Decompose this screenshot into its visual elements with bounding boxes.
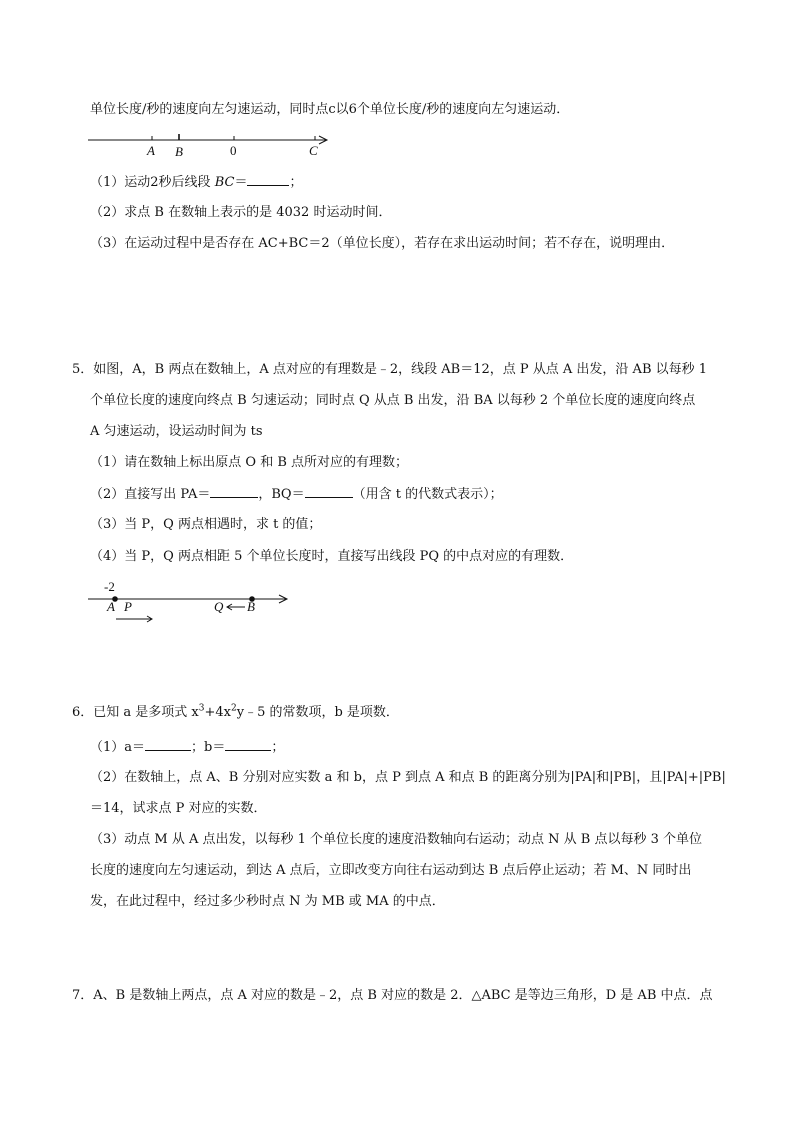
q4-sub1: （1）运动2秒后线段 BC＝ ； <box>90 175 303 190</box>
q5-line2: 个单位长度的速度向终点 B 匀速运动；同时点 Q 从点 B 出发，沿 BA 以每秒 2 个单位长度的速度向终点 <box>90 393 696 408</box>
q5-sub2: （2）直接写出 PA＝ ，BQ＝ （用含 t 的代数式表示）； <box>90 487 503 502</box>
q4-axis-label-b: B <box>175 144 183 159</box>
q4-axis-label-a: A <box>147 143 155 158</box>
q5-label-q: Q <box>214 599 224 614</box>
answer-blank <box>305 485 353 498</box>
q6-sub1: （1）a＝ ；b＝ ； <box>90 740 285 755</box>
q5-label-p: P <box>124 599 132 614</box>
q5-sub4: （4）当 P，Q 两点相距 5 个单位长度时，直接写出线段 PQ 的中点对应的有理数． <box>90 549 574 564</box>
q4-axis-label-c: C <box>309 143 318 158</box>
q5-line1: 5．如图，A，B 两点在数轴上，A 点对应的有理数是﹣2，线段 AB＝12，点 P 从点 A 出发，沿 AB 以每秒 1 <box>72 362 708 377</box>
q5-value-label: -2 <box>104 579 115 594</box>
q4-sub2: （2）求点 B 在数轴上表示的是 4032 时运动时间． <box>90 205 392 220</box>
answer-blank <box>247 173 289 186</box>
answer-blank <box>145 738 191 751</box>
q4-sub3: （3）在运动过程中是否存在 AC+BC＝2（单位长度），若存在求出运动时间；若不存在，说明理由． <box>90 236 675 251</box>
q6-sub2-line1: （2）在数轴上，点 A、B 分别对应实数 a 和 b，点 P 到点 A 和点 B 的距离分别为|PA|和|PB|，且|PA|+|PB| <box>90 770 726 785</box>
q5-sub1: （1）请在数轴上标出原点 O 和 B 点所对应的有理数； <box>90 455 409 470</box>
q5-label-a: A <box>107 599 115 614</box>
q7-line1: 7．A、B 是数轴上两点，点 A 对应的数是﹣2，点 B 对应的数是 2．△ABC 是等边三角形，D 是 AB 中点．点 <box>72 988 713 1003</box>
q6-sub3-line1: （3）动点 M 从 A 点出发，以每秒 1 个单位长度的速度沿数轴向右运动；动点 N 从 B 点以每秒 3 个单位 <box>90 832 703 847</box>
q4-intro: 单位长度/秒的速度向左匀速运动，同时点c以6个单位长度/秒的速度向左匀速运动． <box>90 102 570 117</box>
q6-sub2-line2: ＝14，试求点 P 对应的实数． <box>90 801 267 816</box>
q5-label-b: B <box>247 599 255 614</box>
q6-line1: 6．已知 a 是多项式 $x^3+4x^2y﹣5$ 的常数项，b 是项数． <box>72 703 399 720</box>
q4-number-line <box>86 130 336 160</box>
q5-number-line <box>86 578 296 628</box>
q5-sub3: （3）当 P，Q 两点相遇时，求 t 的值； <box>90 517 322 532</box>
q5-line3: A 匀速运动，设运动时间为 ts <box>90 424 263 439</box>
q6-sub3-line3: 发，在此过程中，经过多少秒时点 N 为 MB 或 MA 的中点． <box>90 894 445 909</box>
answer-blank <box>210 485 258 498</box>
q6-sub3-line2: 长度的速度向左匀速运动，到达 A 点后，立即改变方向往右运动到达 B 点后停止运动；若 M、N 同时出 <box>90 863 692 878</box>
answer-blank <box>225 738 271 751</box>
q4-axis-label-zero: 0 <box>230 143 237 158</box>
